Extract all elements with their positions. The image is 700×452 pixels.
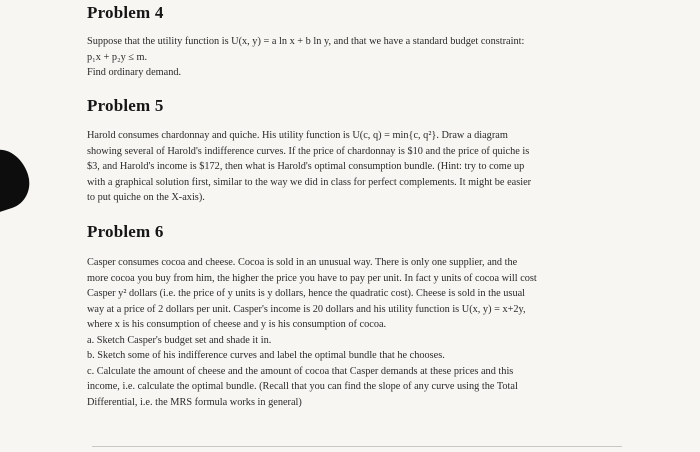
- problem-4-text: [87, 34, 627, 81]
- problem-4-line: Find ordinary demand.: [87, 67, 182, 78]
- problem-4-heading: Problem 4: [87, 3, 164, 22]
- problem-5-line: with a graphical solution first, similar to the way we did in class for perfect complements. It might be easier: [87, 176, 532, 188]
- problem-6-heading: Problem 6: [87, 222, 164, 241]
- problem-6-line: more cocoa you buy from him, the higher the price you have to pay per unit. In fact y units of cocoa will cost: [87, 272, 537, 284]
- problem-6-line: way at a price of 2 dollars per unit. Casper's income is 20 dollars and his utility function is U(x, y) = x+2y,: [87, 303, 526, 315]
- subpart-item: c. Calculate the amount of cheese and the amount of cocoa that Casper demands at these prices and this: [87, 365, 514, 377]
- problem-6-line: Casper y² dollars (i.e. the price of y units is y dollars, hence the quadratic cost). Cheese is sold in the usual: [87, 288, 526, 299]
- problem-6-subparts: [87, 333, 627, 411]
- problem-5-line: to put quiche on the X-axis).: [87, 192, 205, 203]
- problem-5-text: [87, 128, 627, 206]
- problem-4-line: p₁x + p₂y ≤ m.: [87, 51, 148, 63]
- problem-5-heading: Problem 5: [87, 96, 164, 115]
- problem-6-line: Casper consumes cocoa and cheese. Cocoa is sold in an unusual way. There is only one supplier, and the: [87, 257, 518, 268]
- problem-5-line: Harold consumes chardonnay and quiche. His utility function is U(c, q) = min{c, q²}. Draw a diagram: [87, 130, 508, 141]
- bottom-divider: [92, 446, 622, 447]
- problem-5-line: showing several of Harold's indifference curves. If the price of chardonnay is $10 and the price of quiche is: [87, 145, 530, 157]
- dark-blot-shape: [0, 143, 36, 213]
- problem-6-line: where x is his consumption of cheese and y is his consumption of cocoa.: [87, 319, 387, 330]
- subpart-item: income, i.e. calculate the optimal bundle. (Recall that you can find the slope of any curve using the Total: [87, 381, 518, 392]
- problem-6-text: [87, 255, 627, 410]
- subpart-item: b. Sketch some of his indifference curves and label the optimal bundle that he chooses.: [87, 350, 445, 361]
- problem-4-line: Suppose that the utility function is U(x, y) = a ln x + b ln y, and that we have a standard budget constraint:: [87, 36, 525, 47]
- subpart-item: Differential, i.e. the MRS formula works in general): [87, 396, 302, 408]
- problem-5-line: $3, and Harold's income is $172, then what is Harold's optimal consumption bundle. (Hint: try to come up: [87, 161, 525, 172]
- subpart-item: a. Sketch Casper's budget set and shade it in.: [87, 334, 272, 346]
